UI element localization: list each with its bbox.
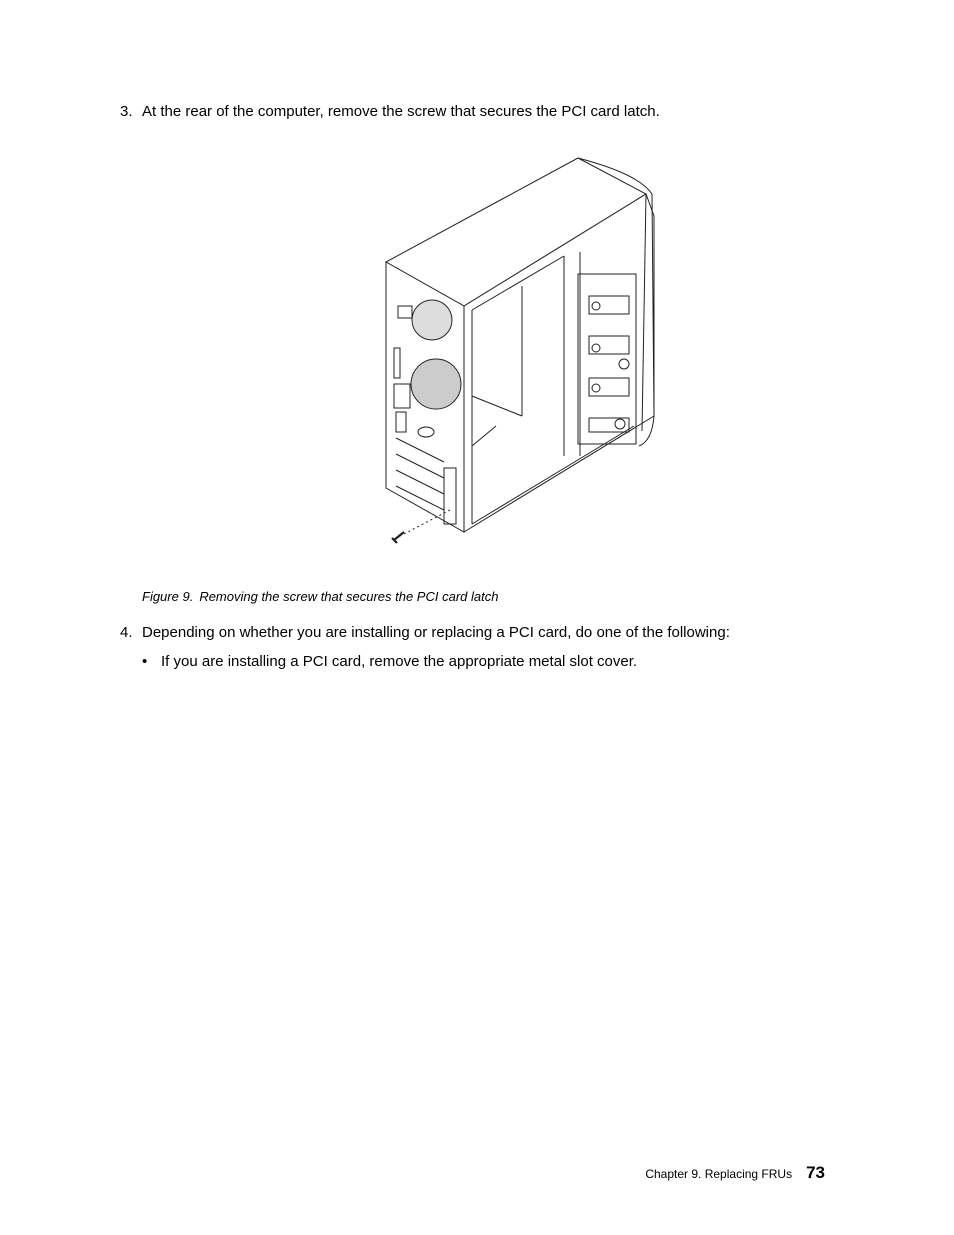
figure-caption-text: Removing the screw that secures the PCI card latch bbox=[199, 589, 499, 604]
step-text: Depending on whether you are installing or replacing a PCI card, do one of the following: bbox=[142, 624, 730, 641]
step-text: At the rear of the computer, remove the screw that secures the PCI card latch. bbox=[142, 103, 660, 120]
page-footer bbox=[645, 1163, 825, 1183]
bullet-text: If you are installing a PCI card, remove the appropriate metal slot cover. bbox=[161, 653, 638, 670]
list-item bbox=[142, 653, 637, 671]
step-number: 4. bbox=[120, 624, 133, 641]
step-number: 3. bbox=[120, 103, 133, 120]
bullet-icon: • bbox=[142, 653, 148, 670]
chapter-title: Chapter 9. Replacing FRUs bbox=[645, 1167, 793, 1181]
figure-label: Figure 9. bbox=[142, 589, 194, 604]
computer-rear-illustration bbox=[384, 156, 660, 546]
step-4 bbox=[120, 624, 730, 642]
figure-caption bbox=[142, 589, 498, 604]
page-number: 73 bbox=[806, 1163, 825, 1182]
step-3 bbox=[120, 103, 660, 121]
